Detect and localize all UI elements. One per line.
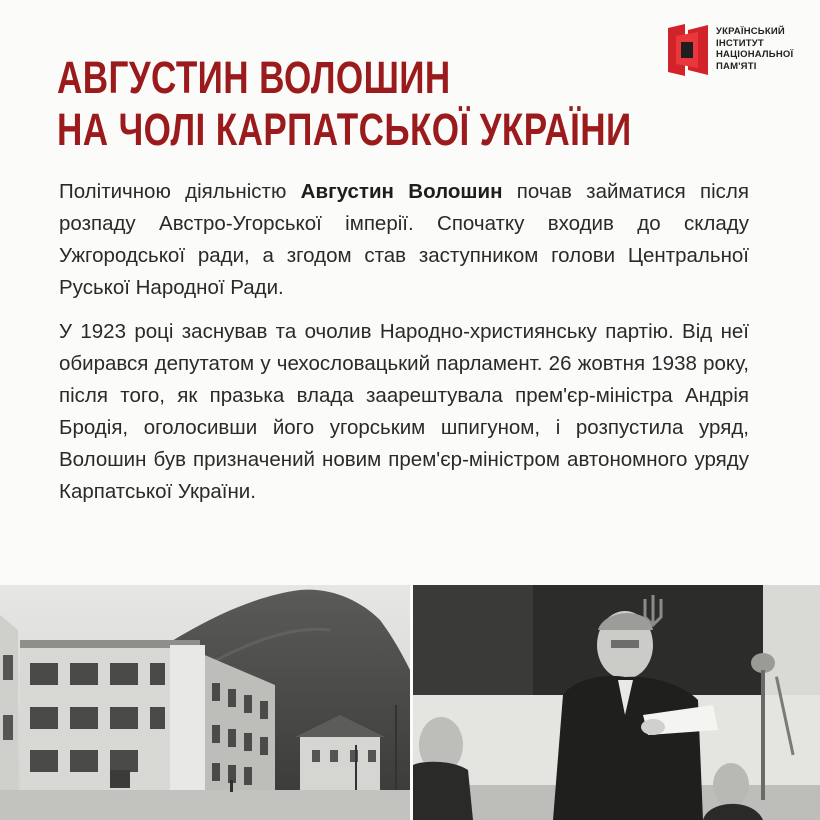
logo-line-4: ПАМ'ЯТІ — [716, 60, 757, 72]
paragraph-1 — [59, 176, 749, 304]
building-photo-image — [0, 585, 410, 820]
title-line-1: АВГУСТИН ВОЛОШИН — [57, 52, 451, 103]
logo-line-3: НАЦІОНАЛЬНОЇ — [716, 49, 794, 60]
building-photo — [0, 585, 410, 820]
paragraph-1-lead: Політичною діяльністю — [59, 180, 301, 203]
paragraph-1-rest: почав займатися після розпаду Австро-Угорської імперії. Спочатку входив до складу Ужгородської ради, а згодом став заступником голови Центральної Руської Народної Ради. — [59, 180, 749, 299]
article-body — [59, 176, 749, 520]
voloshin-speech-photo — [413, 585, 820, 820]
logo-line-1: УКРАЇНСЬКИЙ — [716, 26, 785, 37]
paragraph-2: У 1923 році заснував та очолив Народно-християнську партію. Від неї обирався депутатом у чехословацький парламент. 26 жовтня 1938 року, після того, як празька влада заарештувала прем'єр-міністра Андрія Бродія, оголосивши його угорським шпигуном, і розпустила уряд, Волошин був призначений новим прем'єр-міністром автономного уряду Карпатської України. — [59, 320, 749, 503]
institute-logo-text — [716, 26, 793, 72]
person-name: Августин Волошин — [300, 180, 503, 203]
institute-logo — [668, 24, 808, 78]
institute-logo-icon — [668, 24, 710, 76]
page-title — [57, 52, 632, 156]
voloshin-speech-image — [413, 585, 820, 820]
logo-line-2: ІНСТИТУТ — [716, 37, 764, 49]
title-line-2: НА ЧОЛІ КАРПАТСЬКОЇ УКРАЇНИ — [57, 104, 632, 155]
